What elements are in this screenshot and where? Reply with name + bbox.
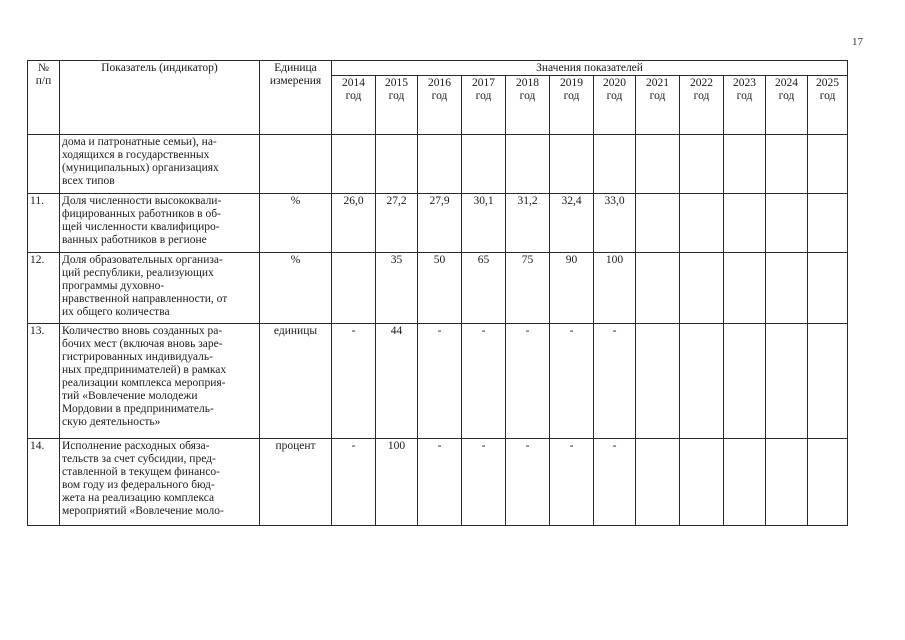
value-cell xyxy=(462,135,506,194)
value-cell: - xyxy=(332,439,376,526)
row-number xyxy=(28,135,60,194)
value-cell xyxy=(766,194,808,253)
value-cell: 31,2 xyxy=(506,194,550,253)
year-header: 2015 год xyxy=(376,76,418,135)
year-header: 2024 год xyxy=(766,76,808,135)
year-header: 2025 год xyxy=(808,76,848,135)
row-number: 12. xyxy=(28,253,60,324)
value-cell xyxy=(724,194,766,253)
value-cell xyxy=(636,194,680,253)
value-cell: 65 xyxy=(462,253,506,324)
unit-cell: единицы xyxy=(260,324,332,439)
value-cell: 100 xyxy=(376,439,418,526)
year-header: 2020 год xyxy=(594,76,636,135)
table-row xyxy=(28,253,848,324)
value-cell: 32,4 xyxy=(550,194,594,253)
value-cell xyxy=(680,324,724,439)
value-cell xyxy=(766,324,808,439)
value-cell: 35 xyxy=(376,253,418,324)
table-row xyxy=(28,135,848,194)
value-cell: 27,9 xyxy=(418,194,462,253)
table-body xyxy=(28,135,848,526)
value-cell xyxy=(724,135,766,194)
year-header: 2019 год xyxy=(550,76,594,135)
value-cell xyxy=(808,439,848,526)
value-cell: - xyxy=(332,324,376,439)
value-cell xyxy=(636,439,680,526)
value-cell: - xyxy=(550,324,594,439)
indicator-text: Исполнение расходных обяза- тельств за счет субсидии, пред- ставленной в текущем финансо- вом году из федерального бюд- жета на реализацию комплекса мероприятий «Вовлечение моло- xyxy=(60,439,260,526)
value-cell: 30,1 xyxy=(462,194,506,253)
value-cell xyxy=(680,439,724,526)
value-cell xyxy=(680,194,724,253)
year-header: 2021 год xyxy=(636,76,680,135)
row-number: 13. xyxy=(28,324,60,439)
value-cell: - xyxy=(594,439,636,526)
year-header: 2014 год xyxy=(332,76,376,135)
indicator-text: Количество вновь созданных ра- бочих мест (включая вновь заре- гистрированных индивидуаль- ных предпринимателей) в рамках реализации комплекса мероприя- тий «Вовлечение молодежи Мордовии в предприниматель- скую деятельность» xyxy=(60,324,260,439)
value-cell xyxy=(332,135,376,194)
value-cell: - xyxy=(418,439,462,526)
table-row xyxy=(28,439,848,526)
row-number: 11. xyxy=(28,194,60,253)
unit-cell: % xyxy=(260,194,332,253)
year-header: 2018 год xyxy=(506,76,550,135)
value-cell: 100 xyxy=(594,253,636,324)
value-cell xyxy=(636,324,680,439)
unit-cell: процент xyxy=(260,439,332,526)
value-cell xyxy=(376,135,418,194)
value-cell: 44 xyxy=(376,324,418,439)
value-cell: 90 xyxy=(550,253,594,324)
value-cell: - xyxy=(550,439,594,526)
value-cell xyxy=(506,135,550,194)
value-cell xyxy=(766,135,808,194)
value-cell xyxy=(550,135,594,194)
unit-cell: % xyxy=(260,253,332,324)
value-cell xyxy=(636,135,680,194)
header-values: Значения показателей xyxy=(332,61,848,76)
header-num: № п/п xyxy=(28,61,60,135)
table-row xyxy=(28,194,848,253)
value-cell: 50 xyxy=(418,253,462,324)
value-cell xyxy=(636,253,680,324)
year-header: 2023 год xyxy=(724,76,766,135)
value-cell xyxy=(766,253,808,324)
indicators-table xyxy=(27,60,848,526)
value-cell: - xyxy=(594,324,636,439)
value-cell: - xyxy=(462,324,506,439)
value-cell: 75 xyxy=(506,253,550,324)
value-cell: - xyxy=(462,439,506,526)
value-cell xyxy=(680,135,724,194)
indicator-text: Доля численности высококвали- фицированных работников в об- щей численности квалифициро- ванных работников в регионе xyxy=(60,194,260,253)
value-cell xyxy=(808,253,848,324)
year-header: 2017 год xyxy=(462,76,506,135)
value-cell: - xyxy=(506,324,550,439)
value-cell xyxy=(808,135,848,194)
value-cell xyxy=(808,194,848,253)
value-cell xyxy=(808,324,848,439)
value-cell xyxy=(594,135,636,194)
indicator-text: дома и патронатные семьи), на- ходящихся в государственных (муниципальных) организациях всех типов xyxy=(60,135,260,194)
value-cell xyxy=(724,253,766,324)
table-row xyxy=(28,324,848,439)
value-cell: 26,0 xyxy=(332,194,376,253)
value-cell: - xyxy=(418,324,462,439)
year-header: 2022 год xyxy=(680,76,724,135)
indicator-text: Доля образовательных организа- ций республики, реализующих программы духовно- нравственной направленности, от их общего количества xyxy=(60,253,260,324)
row-number: 14. xyxy=(28,439,60,526)
value-cell: 27,2 xyxy=(376,194,418,253)
value-cell xyxy=(680,253,724,324)
header-unit: Единица измерения xyxy=(260,61,332,135)
value-cell xyxy=(724,439,766,526)
value-cell xyxy=(332,253,376,324)
value-cell xyxy=(418,135,462,194)
value-cell: 33,0 xyxy=(594,194,636,253)
unit-cell xyxy=(260,135,332,194)
year-header: 2016 год xyxy=(418,76,462,135)
value-cell xyxy=(724,324,766,439)
header-indicator: Показатель (индикатор) xyxy=(60,61,260,135)
value-cell xyxy=(766,439,808,526)
page-number: 17 xyxy=(852,36,863,48)
value-cell: - xyxy=(506,439,550,526)
